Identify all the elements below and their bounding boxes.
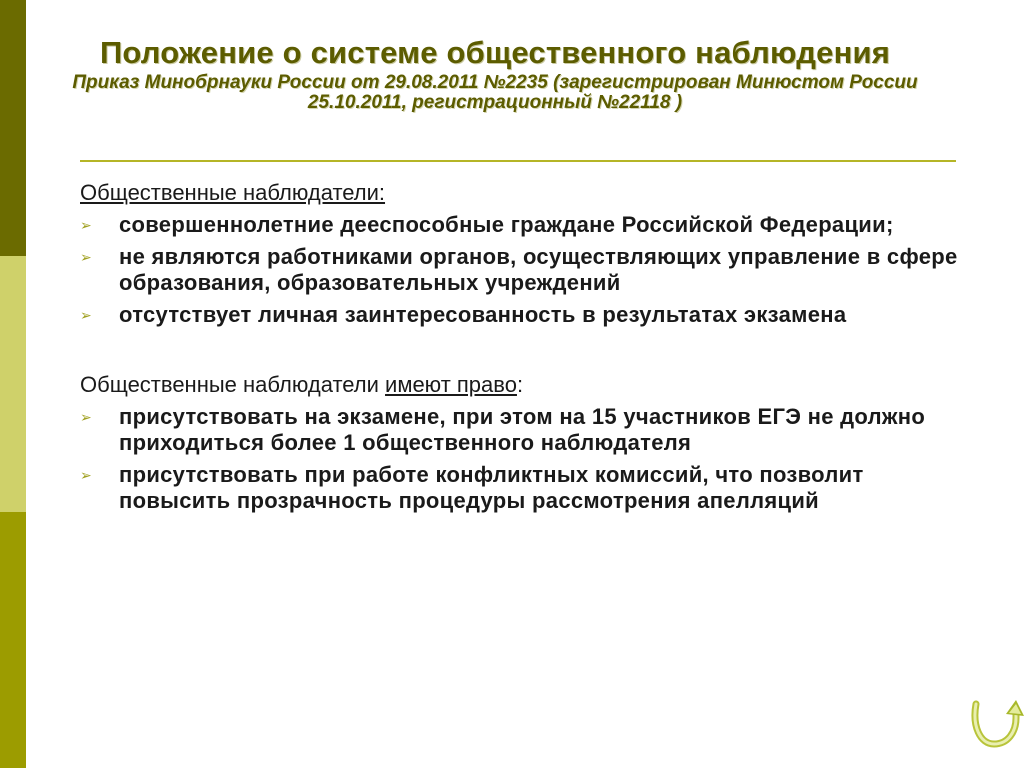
arrow-bullet-icon: ➢ xyxy=(80,467,93,483)
arrow-bullet-icon: ➢ xyxy=(80,409,93,425)
arrow-bullet-icon: ➢ xyxy=(80,217,93,233)
list-item xyxy=(80,212,960,238)
list-item-text: отсутствует личная заинтересованность в результатах экзамена xyxy=(119,302,847,327)
section2-heading xyxy=(80,372,960,398)
slide-title: Положение о системе общественного наблюдения xyxy=(99,35,891,70)
list-item-text: не являются работниками органов, осуществляющих управление в сфере образования, образовательных учреждений xyxy=(119,244,958,295)
spacer xyxy=(80,334,960,372)
title-divider xyxy=(80,160,956,162)
list-item xyxy=(80,244,960,296)
list-item xyxy=(80,462,960,514)
list-item-text: совершеннолетние дееспособные граждане Российской Федерации; xyxy=(119,212,894,237)
section2-heading-suffix: : xyxy=(516,372,524,397)
section2-list xyxy=(80,404,960,514)
side-bar-top xyxy=(0,0,26,256)
slide-subtitle: Приказ Минобрнауки России от 29.08.2011 №2235 (зарегистрирован Минюстом России 25.10.2011, регистрационный №22118 ) xyxy=(72,72,918,113)
side-bar-bottom xyxy=(0,512,26,768)
list-item-text: присутствовать на экзамене, при этом на 15 участников ЕГЭ не должно приходиться более 1 общественного наблюдателя xyxy=(119,404,926,455)
arrow-bullet-icon: ➢ xyxy=(80,249,93,265)
arrow-bullet-icon: ➢ xyxy=(80,307,93,323)
section2-heading-prefix: Общественные наблюдатели xyxy=(80,372,386,397)
list-item xyxy=(80,302,960,328)
slide-content xyxy=(80,180,960,520)
section2-heading-emphasis: имеют право xyxy=(385,372,517,397)
section1-heading: Общественные наблюдатели: xyxy=(80,180,386,205)
list-item-text: присутствовать при работе конфликтных комиссий, что позволит повысить прозрачность процедуры рассмотрения апелляций xyxy=(119,462,864,513)
section1-list xyxy=(80,212,960,328)
title-block xyxy=(60,36,930,113)
return-arrow-icon[interactable] xyxy=(962,696,1024,752)
list-item xyxy=(80,404,960,456)
side-bar-middle xyxy=(0,256,26,512)
